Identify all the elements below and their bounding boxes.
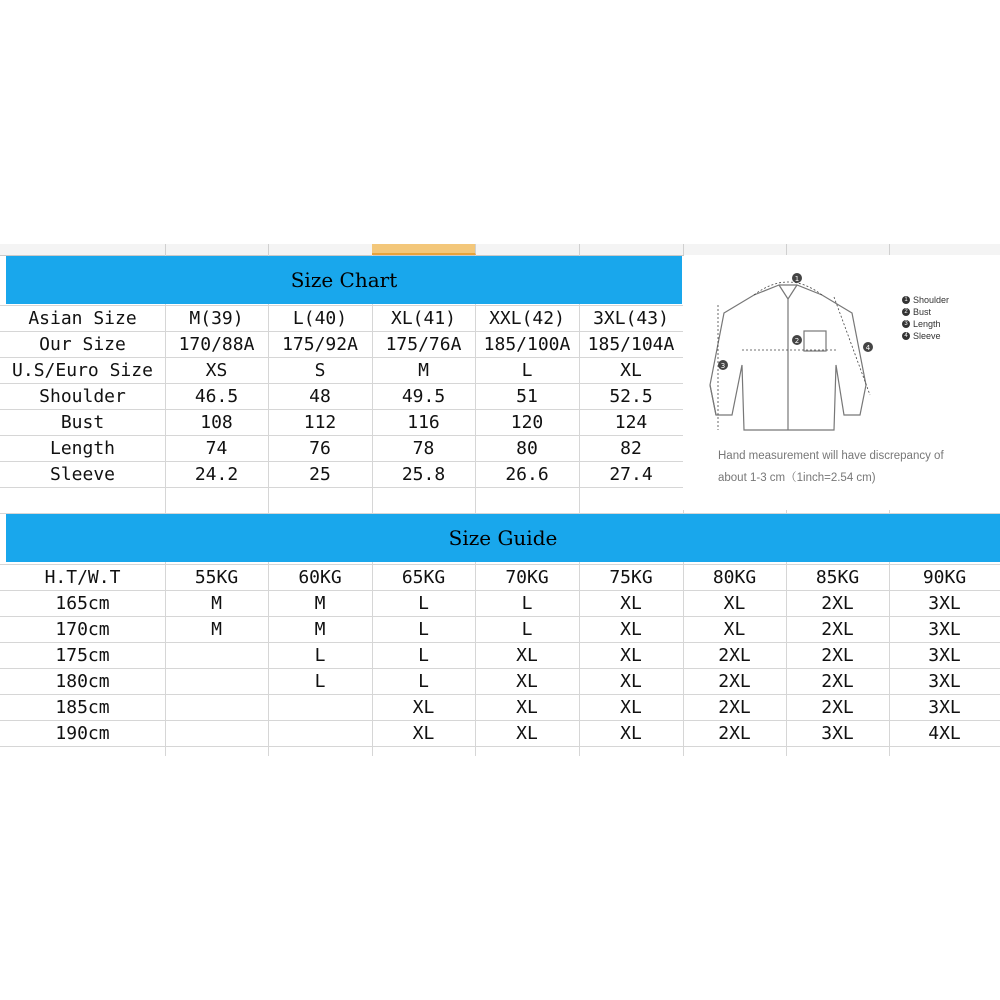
size-chart-cell[interactable]: XL: [620, 360, 642, 381]
spreadsheet: [0, 244, 1000, 756]
column-header-c[interactable]: [268, 244, 373, 255]
size-chart-cell[interactable]: 25.8: [401, 464, 446, 485]
measurement-note-line2: about 1-3 cm（1inch=2.54 cm): [718, 472, 876, 484]
size-guide-cell[interactable]: L: [418, 593, 429, 614]
legend-label: Bust: [913, 307, 932, 317]
measurement-illustration: [684, 255, 1000, 509]
size-guide-cell[interactable]: XL: [516, 697, 538, 718]
size-guide-height-label[interactable]: 165cm: [55, 593, 110, 614]
size-guide-row: [0, 617, 1000, 643]
size-guide-cell[interactable]: [268, 721, 372, 747]
size-guide-row: [0, 669, 1000, 695]
size-chart-cell[interactable]: M: [418, 360, 429, 381]
size-guide-cell[interactable]: XL: [723, 619, 746, 640]
size-chart-cell[interactable]: XXL(42): [489, 308, 565, 329]
size-guide-cell[interactable]: [268, 695, 372, 721]
size-chart-cell[interactable]: 52.5: [609, 386, 653, 407]
size-guide-height-label[interactable]: 175cm: [55, 645, 110, 666]
size-chart-row-label[interactable]: Bust: [60, 412, 105, 433]
size-chart-cell[interactable]: 185/104A: [587, 334, 675, 355]
legend-item: [902, 295, 949, 305]
size-chart-cell[interactable]: 116: [407, 412, 440, 433]
size-guide-cell[interactable]: XL: [516, 671, 538, 692]
size-guide-cell[interactable]: L: [418, 645, 429, 666]
svg-text:4: 4: [865, 344, 871, 352]
size-chart-cell[interactable]: 24.2: [194, 464, 239, 485]
size-chart-cell[interactable]: 51: [516, 386, 538, 407]
size-guide-cell[interactable]: XL: [620, 593, 642, 614]
size-chart-cell[interactable]: 112: [303, 412, 337, 433]
size-guide-header-row: [0, 565, 1000, 591]
column-header-f[interactable]: [579, 244, 684, 255]
size-guide-cell[interactable]: 2XL: [718, 697, 751, 718]
svg-text:2: 2: [794, 337, 800, 345]
size-chart-row: [0, 462, 683, 488]
size-chart-cell[interactable]: S: [314, 360, 326, 381]
size-guide-cell[interactable]: 3XL: [928, 593, 961, 614]
size-chart-cell[interactable]: L: [521, 360, 533, 381]
column-header-a[interactable]: [0, 244, 166, 255]
column-header-g[interactable]: [683, 244, 787, 255]
size-guide-title: Size Guide: [6, 514, 1000, 562]
size-guide-row: [0, 643, 1000, 669]
column-header-i[interactable]: [889, 244, 1000, 255]
size-chart-row: [0, 384, 683, 410]
size-guide-cell[interactable]: XL: [412, 723, 435, 744]
legend-number-icon: 4: [902, 332, 910, 340]
size-chart-cell[interactable]: 25: [309, 464, 331, 485]
size-guide-cell[interactable]: 2XL: [821, 697, 854, 718]
legend-item: [902, 307, 931, 317]
size-chart-row-label[interactable]: Asian Size: [28, 308, 137, 329]
size-guide-cell[interactable]: 3XL: [821, 723, 854, 744]
size-chart-cell[interactable]: 3XL(43): [593, 308, 669, 329]
size-chart-row: [0, 358, 683, 384]
size-chart-cell[interactable]: 76: [309, 438, 331, 459]
size-guide-cell[interactable]: 2XL: [718, 671, 751, 692]
size-chart-cell[interactable]: 46.5: [194, 386, 239, 407]
size-chart-row: [0, 410, 683, 436]
column-header-b[interactable]: [165, 244, 269, 255]
size-guide-cell[interactable]: L: [418, 619, 429, 640]
size-guide-cell[interactable]: 2XL: [718, 723, 751, 744]
size-guide-weight-header[interactable]: 55KG: [194, 567, 239, 588]
size-guide-weight-header[interactable]: 85KG: [815, 567, 860, 588]
size-chart-title: Size Chart: [6, 256, 682, 304]
size-guide-cell[interactable]: 4XL: [928, 723, 961, 744]
size-guide-cell[interactable]: XL: [723, 593, 746, 614]
legend-label: Sleeve: [913, 331, 941, 341]
size-chart-cell[interactable]: 26.6: [505, 464, 549, 485]
size-chart-cell[interactable]: 124: [614, 412, 648, 433]
svg-text:3: 3: [720, 362, 726, 370]
legend-number-icon: 2: [902, 308, 910, 316]
size-guide-cell[interactable]: 3XL: [928, 645, 961, 666]
size-chart-row-label[interactable]: Length: [49, 438, 116, 459]
size-chart-cell[interactable]: 74: [205, 438, 228, 459]
size-guide-weight-header[interactable]: 70KG: [505, 567, 549, 588]
size-guide-cell[interactable]: 2XL: [821, 671, 854, 692]
size-guide-cell[interactable]: L: [314, 671, 326, 692]
size-chart-row-label[interactable]: Sleeve: [49, 464, 116, 485]
column-header-d[interactable]: [372, 244, 476, 255]
size-guide-cell[interactable]: XL: [516, 645, 538, 666]
legend-item: [902, 319, 941, 329]
size-guide-cell[interactable]: [165, 721, 268, 747]
size-chart-row-label[interactable]: Shoulder: [39, 386, 126, 407]
svg-text:1: 1: [794, 275, 800, 283]
column-header-h[interactable]: [786, 244, 890, 255]
size-guide-height-label[interactable]: 170cm: [55, 619, 110, 640]
size-guide-cell[interactable]: XL: [620, 723, 642, 744]
size-guide-row: [0, 695, 1000, 721]
size-chart-cell[interactable]: 80: [516, 438, 538, 459]
size-chart-cell[interactable]: 175/92A: [282, 334, 358, 355]
size-guide-cell[interactable]: [165, 643, 268, 669]
size-chart-cell[interactable]: 175/76A: [385, 334, 462, 355]
size-chart-cell[interactable]: M(39): [189, 308, 244, 329]
size-guide-row: [0, 721, 1000, 747]
size-guide-weight-header[interactable]: 60KG: [298, 567, 342, 588]
size-chart-cell[interactable]: 108: [200, 412, 233, 433]
size-guide-weight-header[interactable]: 75KG: [609, 567, 653, 588]
legend-number-icon: 3: [902, 320, 910, 328]
size-guide-cell[interactable]: M: [211, 619, 222, 640]
size-guide-weight-header[interactable]: 65KG: [401, 567, 446, 588]
measurement-note-line1: Hand measurement will have discrepancy of: [718, 450, 944, 462]
size-guide-height-label[interactable]: 180cm: [55, 671, 110, 692]
size-chart-cell[interactable]: 82: [620, 438, 642, 459]
size-guide-header-label[interactable]: H.T/W.T: [44, 567, 121, 588]
size-chart-cell[interactable]: 27.4: [609, 464, 653, 485]
size-guide-cell[interactable]: 3XL: [928, 697, 961, 718]
size-guide-cell[interactable]: 2XL: [718, 645, 751, 666]
size-guide-cell[interactable]: 3XL: [928, 671, 961, 692]
size-guide-weight-header[interactable]: 90KG: [922, 567, 967, 588]
size-guide-cell[interactable]: 2XL: [821, 593, 854, 614]
size-guide-cell[interactable]: M: [211, 593, 222, 614]
size-chart-cell[interactable]: XL(41): [390, 308, 457, 329]
size-guide-cell[interactable]: L: [521, 619, 533, 640]
legend-label: Shoulder: [913, 295, 950, 305]
size-guide-cell[interactable]: XL: [620, 671, 642, 692]
size-guide-cell[interactable]: M: [314, 619, 326, 640]
size-chart-row: [0, 436, 683, 462]
size-guide-cell[interactable]: 2XL: [821, 619, 854, 640]
legend-item: [902, 331, 941, 341]
size-chart-row-label[interactable]: Our Size: [39, 334, 126, 355]
size-chart-cell[interactable]: L(40): [292, 308, 348, 329]
size-guide-cell[interactable]: XL: [620, 645, 642, 666]
size-guide-cell[interactable]: L: [521, 593, 533, 614]
size-guide-cell[interactable]: XL: [516, 723, 538, 744]
size-chart-row: [0, 306, 683, 332]
size-guide-cell[interactable]: [165, 695, 268, 721]
size-guide-cell[interactable]: XL: [412, 697, 435, 718]
column-header-e[interactable]: [475, 244, 580, 255]
size-guide-height-label[interactable]: 185cm: [55, 697, 110, 718]
legend-number-icon: 1: [902, 296, 910, 304]
size-guide-cell[interactable]: L: [418, 671, 429, 692]
size-chart-row-label[interactable]: U.S/Euro Size: [12, 360, 153, 381]
size-guide-height-label[interactable]: 190cm: [55, 723, 110, 744]
size-guide-cell[interactable]: M: [314, 593, 326, 614]
size-guide-cell[interactable]: L: [314, 645, 326, 666]
legend-label: Length: [913, 319, 941, 329]
size-chart-cell[interactable]: 170/88A: [178, 334, 255, 355]
size-chart-cell[interactable]: 120: [510, 412, 544, 433]
size-guide-cell[interactable]: XL: [620, 697, 642, 718]
size-chart-cell[interactable]: 48: [309, 386, 331, 407]
size-chart-row: [0, 332, 683, 358]
size-guide-cell[interactable]: [165, 669, 268, 695]
size-chart-cell[interactable]: 185/100A: [483, 334, 571, 355]
size-guide-row: [0, 591, 1000, 617]
size-chart-cell[interactable]: 78: [412, 438, 435, 459]
size-chart-cell[interactable]: XS: [205, 360, 228, 381]
size-guide-cell[interactable]: 2XL: [821, 645, 854, 666]
size-chart-cell[interactable]: 49.5: [401, 386, 446, 407]
size-guide-cell[interactable]: XL: [620, 619, 642, 640]
size-guide-cell[interactable]: 3XL: [928, 619, 961, 640]
size-guide-weight-header[interactable]: 80KG: [712, 567, 757, 588]
